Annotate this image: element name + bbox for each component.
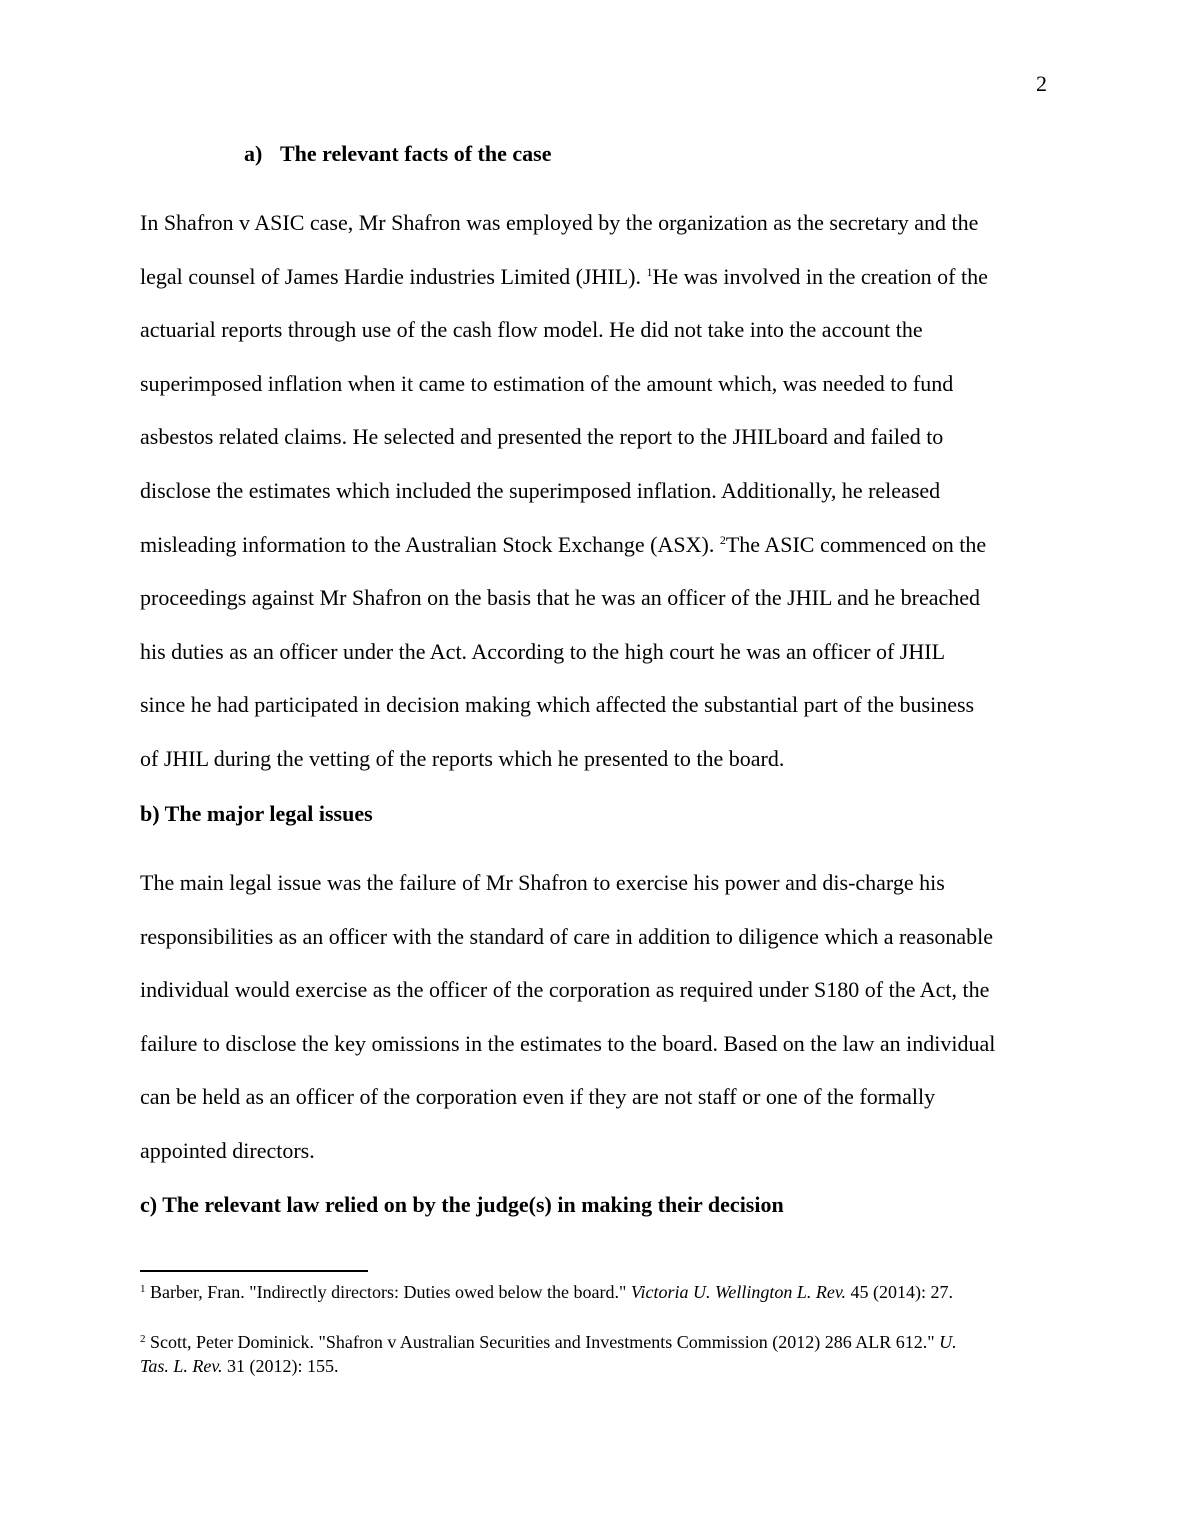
paragraph-line: responsibilities as an officer with the standard of care in addition to diligence which a reasonable xyxy=(140,923,994,949)
section-a-marker: a) xyxy=(244,141,263,166)
line-text: misleading information to the Australian Stock Exchange (ASX). xyxy=(140,531,720,557)
footnote-2-citation: 31 (2012): 155. xyxy=(222,1356,339,1376)
footnote-line xyxy=(140,1330,1040,1354)
footnote-1 xyxy=(140,1280,1040,1304)
page-number: 2 xyxy=(1036,71,1047,96)
footnote-1-citation: 45 (2014): 27. xyxy=(845,1282,953,1302)
paragraph-line xyxy=(140,263,1060,317)
paragraph-line: his duties as an officer under the Act. According to the high court he was an officer of JHIL xyxy=(140,638,946,664)
paragraph-line: asbestos related claims. He selected and presented the report to the JHILboard and failed to xyxy=(140,424,944,450)
footnote-line xyxy=(140,1354,1040,1378)
footnote-2-mark: 2 xyxy=(140,1333,146,1345)
paragraph-line: failure to disclose the key omissions in the estimates to the board. Based on the law an individual xyxy=(140,1030,996,1056)
paragraph-line: disclose the estimates which included the superimposed inflation. Additionally, he released xyxy=(140,477,941,503)
paragraph-line: In Shafron v ASIC case, Mr Shafron was employed by the organization as the secretary and the xyxy=(140,210,979,235)
paragraph-line: actuarial reports through use of the cash flow model. He did not take into the account the xyxy=(140,317,923,343)
line-text: legal counsel of James Hardie industries Limited (JHIL). xyxy=(140,263,647,289)
footnote-1-text: Barber, Fran. "Indirectly directors: Duties owed below the board." xyxy=(145,1282,631,1302)
footnote-2-journal: U. xyxy=(939,1332,957,1352)
paragraph-line: superimposed inflation when it came to estimation of the amount which, was needed to fund xyxy=(140,370,954,396)
footnote-2-journal-cont: Tas. L. Rev. xyxy=(140,1356,223,1376)
paragraph-line xyxy=(140,531,1060,585)
paragraph-line: individual would exercise as the officer of the corporation as required under S180 of the Act, the xyxy=(140,977,990,1003)
section-b-heading: b) The major legal issues xyxy=(140,801,373,826)
paragraph-line: since he had participated in decision making which affected the substantial part of the business xyxy=(140,692,975,718)
footnote-ref-2[interactable]: 2 xyxy=(719,532,726,547)
footnote-1-journal: Victoria U. Wellington L. Rev. xyxy=(630,1282,846,1302)
paragraph-line: proceedings against Mr Shafron on the basis that he was an officer of the JHIL and he breached xyxy=(140,585,980,611)
footnote-2-text: Scott, Peter Dominick. "Shafron v Australian Securities and Investments Commission (2012) 286 ALR 612." xyxy=(145,1332,940,1352)
paragraph-line: appointed directors. xyxy=(140,1137,315,1163)
paragraph-line: The main legal issue was the failure of Mr Shafron to exercise his power and dis-charge his xyxy=(140,870,945,895)
section-a-heading xyxy=(244,140,551,168)
section-a-title: The relevant facts of the case xyxy=(280,141,552,166)
section-b-paragraph xyxy=(140,869,1060,1191)
footnote-1-mark: 1 xyxy=(140,1283,146,1295)
footnote-2 xyxy=(140,1330,1040,1378)
section-c-heading: c) The relevant law relied on by the judge(s) in making their decision xyxy=(140,1192,784,1217)
line-text: He was involved in the creation of the xyxy=(652,263,988,289)
section-a-paragraph xyxy=(140,209,1060,799)
footnote-separator xyxy=(140,1270,368,1272)
footnote-ref-1[interactable]: 1 xyxy=(646,264,653,279)
paragraph-line: of JHIL during the vetting of the reports which he presented to the board. xyxy=(140,745,785,771)
line-text: The ASIC commenced on the xyxy=(725,531,987,557)
paragraph-line: can be held as an officer of the corporation even if they are not staff or one of the formally xyxy=(140,1084,936,1110)
